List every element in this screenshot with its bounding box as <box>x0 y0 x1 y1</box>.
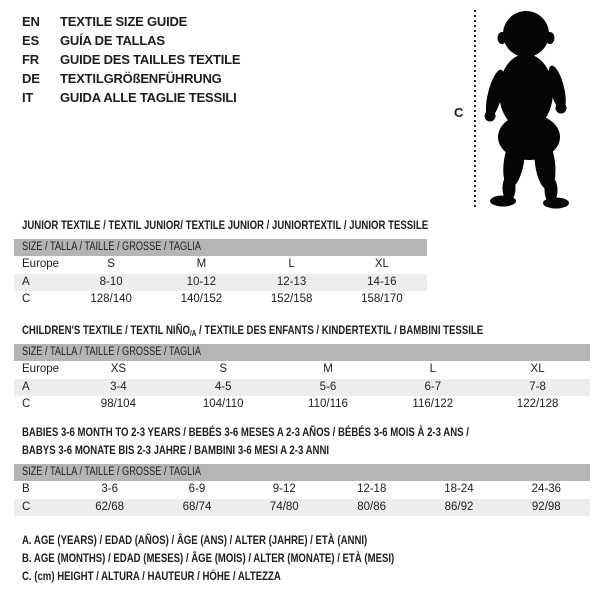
table-cell: 122/128 <box>516 398 559 410</box>
table-cell: 24-36 <box>531 483 562 495</box>
row-label: A <box>22 380 30 393</box>
table-cell: S <box>107 258 115 270</box>
table-cell: 104/110 <box>202 398 244 410</box>
table-cell: 4-5 <box>214 380 232 393</box>
height-measure-dotted-line <box>474 10 476 208</box>
table-cell: 74/80 <box>269 500 299 513</box>
table-cell: 128/140 <box>90 293 132 305</box>
babies-section-title: BABIES 3-6 MONTH TO 2-3 YEARS / BEBÉS 3-6 MESES A 2-3 AÑOS / BÉBÉS 3-6 MOIS À 2-3 ANS / BABYS 3-6 MONATE BIS 2-3 JAHRE / BAMBINI 3-6 MESI A 2-3 ANNI <box>22 425 469 457</box>
table-cell: 62/68 <box>95 500 125 513</box>
table-cell: 68/74 <box>182 500 212 513</box>
table-header-bar: SIZE / TALLA / TAILLE / GRÖSSE / TAGLIA <box>14 239 427 256</box>
height-measure-label: C <box>454 105 464 120</box>
nino-a-subscript: /A <box>189 329 197 338</box>
table-row <box>14 256 427 274</box>
table-cell: 12-18 <box>356 483 387 495</box>
row-label: C <box>22 398 31 410</box>
junior-size-table <box>14 239 427 309</box>
lang-text: TEXTILE SIZE GUIDE <box>60 14 188 29</box>
row-label: A <box>22 275 30 288</box>
lang-text: TEXTILGRÖßENFÜHRUNG <box>60 71 222 86</box>
table-cell: 6-7 <box>424 380 442 393</box>
table-cell: 158/170 <box>361 293 403 305</box>
table-header-bar: SIZE / TALLA / TAILLE / GRÖSSE / TAGLIA <box>14 464 590 481</box>
table-cell: 6-9 <box>188 483 206 495</box>
table-cell: M <box>323 363 333 375</box>
lang-row-es <box>22 31 240 50</box>
table-cell: 152/158 <box>270 293 313 305</box>
table-cell: XS <box>110 363 127 375</box>
lang-code: IT <box>22 90 34 105</box>
table-cell: XL <box>530 363 545 375</box>
row-label: Europe <box>22 363 60 375</box>
children-size-table <box>14 344 590 414</box>
table-cell: L <box>429 363 436 375</box>
footnotes <box>22 531 487 585</box>
row-label: Europe <box>22 258 60 270</box>
table-cell: 92/98 <box>531 500 561 513</box>
table-cell: 140/152 <box>180 293 223 305</box>
table-cell: 7-8 <box>529 380 546 393</box>
table-row <box>14 396 590 414</box>
lang-text: GUIDA ALLE TAGLIE TESSILI <box>60 90 237 105</box>
language-list <box>22 12 240 107</box>
table-cell: XL <box>374 258 389 270</box>
table-row <box>14 499 590 517</box>
table-cell: 116/122 <box>412 398 454 410</box>
row-label: B <box>22 483 30 495</box>
row-label: C <box>22 500 31 513</box>
footnote-a: A. AGE (YEARS) / EDAD (AÑOS) / ÂGE (ANS) / ALTER (JAHRE) / ETÀ (ANNI) <box>22 533 368 547</box>
table-cell: 8-10 <box>99 275 123 288</box>
lang-row-de <box>22 69 240 88</box>
lang-code: FR <box>22 52 39 67</box>
table-cell: 80/86 <box>357 500 387 513</box>
junior-section-title: JUNIOR TEXTILE / TEXTIL JUNIOR/ TEXTILE JUNIOR / JUNIORTEXTIL / JUNIOR TESSILE <box>22 218 429 232</box>
table-row <box>14 361 590 379</box>
table-cell: S <box>219 363 228 375</box>
table-row <box>14 274 427 292</box>
table-cell: 3-4 <box>110 380 127 393</box>
table-cell: 3-6 <box>101 483 118 495</box>
lang-text: GUÍA DE TALLAS <box>60 33 165 48</box>
table-cell: 98/104 <box>100 398 136 410</box>
footnote-c: C. (cm) HEIGHT / ALTURA / HAUTEUR / HÖHE / ALTEZZA <box>22 569 281 583</box>
table-cell: 5-6 <box>319 380 337 393</box>
table-row <box>14 379 590 397</box>
table-cell: 110/116 <box>308 398 348 410</box>
lang-row-fr <box>22 50 240 69</box>
table-row <box>14 481 590 499</box>
table-row <box>14 291 427 309</box>
table-cell: 86/92 <box>444 500 474 513</box>
table-cell: 12-13 <box>276 275 307 288</box>
lang-code: DE <box>22 71 40 86</box>
table-cell: 18-24 <box>444 483 474 495</box>
lang-code: ES <box>22 33 39 48</box>
footnote-b: B. AGE (MONTHS) / EDAD (MESES) / ÂGE (MOIS) / ALTER (MONATE) / ETÀ (MESI) <box>22 551 395 565</box>
table-cell: 9-12 <box>272 483 296 495</box>
lang-text: GUIDE DES TAILLES TEXTILE <box>60 52 241 67</box>
row-label: C <box>22 293 31 305</box>
lang-row-it <box>22 88 240 107</box>
toddler-silhouette <box>482 8 574 210</box>
children-section-title: CHILDREN'S TEXTILE / TEXTIL $NIÑO_{/A}$ / TEXTILE DES ENFANTS / KINDERTEXTIL / BAMBINI TESSILE <box>22 323 484 338</box>
lang-code: EN <box>22 14 40 29</box>
babies-size-table <box>14 464 590 516</box>
table-header-bar: SIZE / TALLA / TAILLE / GRÖSSE / TAGLIA <box>14 344 590 361</box>
table-cell: M <box>196 258 207 270</box>
table-cell: 10-12 <box>186 275 217 288</box>
table-cell: L <box>288 258 295 270</box>
table-cell: 14-16 <box>367 275 397 288</box>
lang-row-en <box>22 12 240 31</box>
